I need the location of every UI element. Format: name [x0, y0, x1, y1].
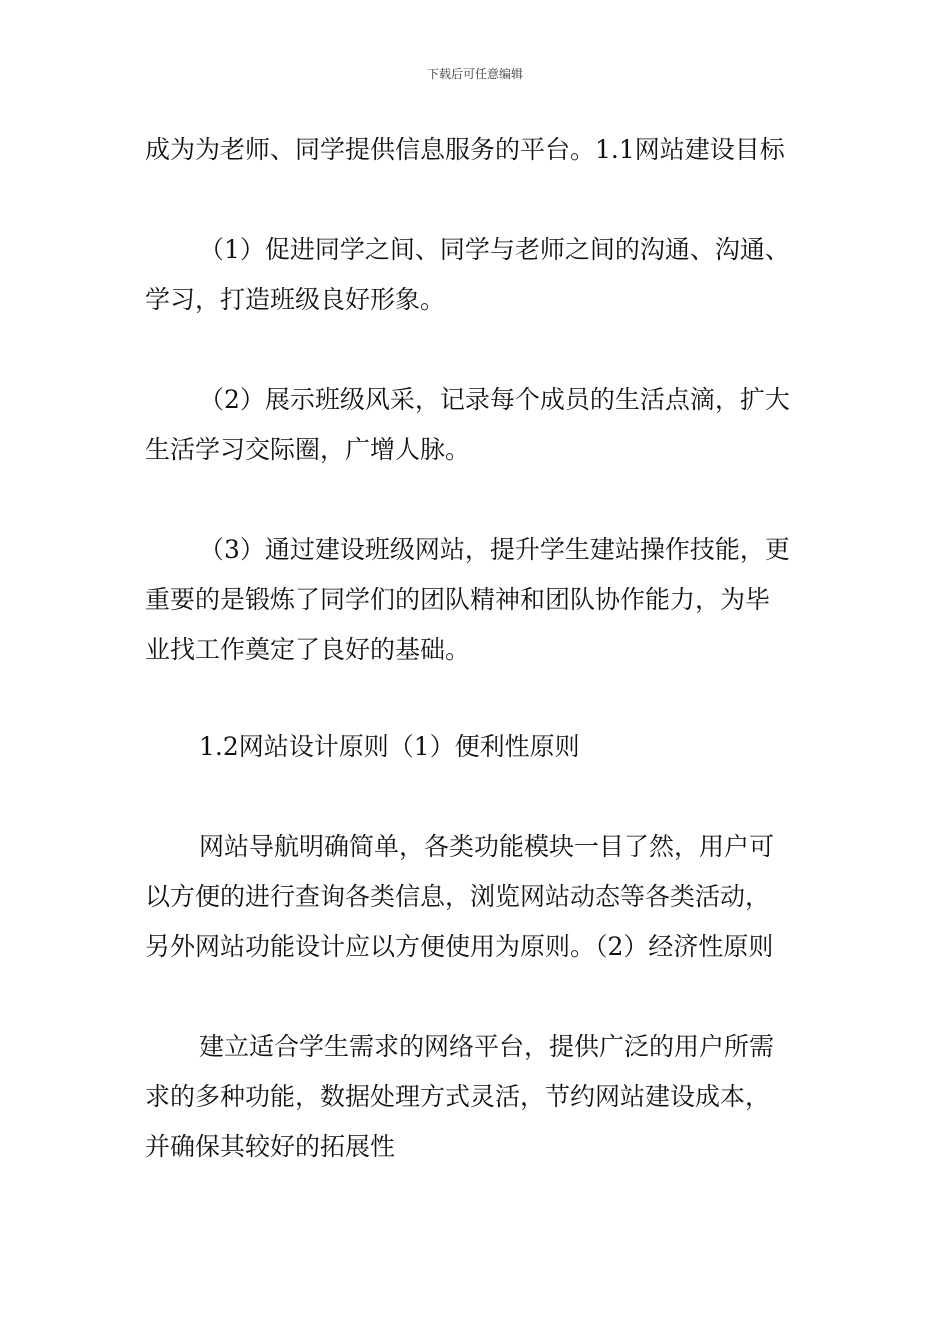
text-line: （2）展示班级风采，记录每个成员的生活点滴，扩大 — [199, 385, 790, 414]
paragraph-goal-2 — [145, 375, 810, 475]
text-line: 另外网站功能设计应以方便使用为原则。（2）经济性原则 — [145, 932, 774, 961]
text-line: 重要的是锻炼了同学们的团队精神和团队协作能力，为毕 — [145, 585, 771, 614]
text-line: 以方便的进行查询各类信息，浏览网站动态等各类活动， — [145, 882, 771, 911]
paragraph-goal-1 — [145, 225, 810, 325]
paragraph-goal-3 — [145, 525, 810, 675]
text-line: 成为为老师、同学提供信息服务的平台。1.1网站建设目标 — [145, 135, 785, 164]
text-line: 建立适合学生需求的网络平台，提供广泛的用户所需 — [199, 1032, 775, 1061]
text-line: （3）通过建设班级网站，提升学生建站操作技能，更 — [199, 535, 790, 564]
text-line: 网站导航明确简单，各类功能模块一目了然，用户可 — [199, 832, 775, 861]
text-line: 1.2网站设计原则（1）便利性原则 — [199, 732, 580, 761]
text-line: 学习，打造班级良好形象。 — [145, 285, 446, 314]
paragraph-design-principles — [145, 722, 810, 772]
paragraph-intro — [145, 125, 810, 175]
paragraph-economy — [145, 1022, 810, 1172]
paragraph-convenience — [145, 822, 810, 972]
text-line: 求的多种功能，数据处理方式灵活，节约网站建设成本， — [145, 1082, 771, 1111]
text-line: （1）促进同学之间、同学与老师之间的沟通、沟通、 — [199, 235, 790, 264]
text-line: 业找工作奠定了良好的基础。 — [145, 635, 471, 664]
text-line: 并确保其较好的拓展性 — [145, 1132, 396, 1161]
header-note: 下载后可任意编辑 — [426, 67, 523, 81]
text-line: 生活学习交际圈，广增人脉。 — [145, 435, 471, 464]
